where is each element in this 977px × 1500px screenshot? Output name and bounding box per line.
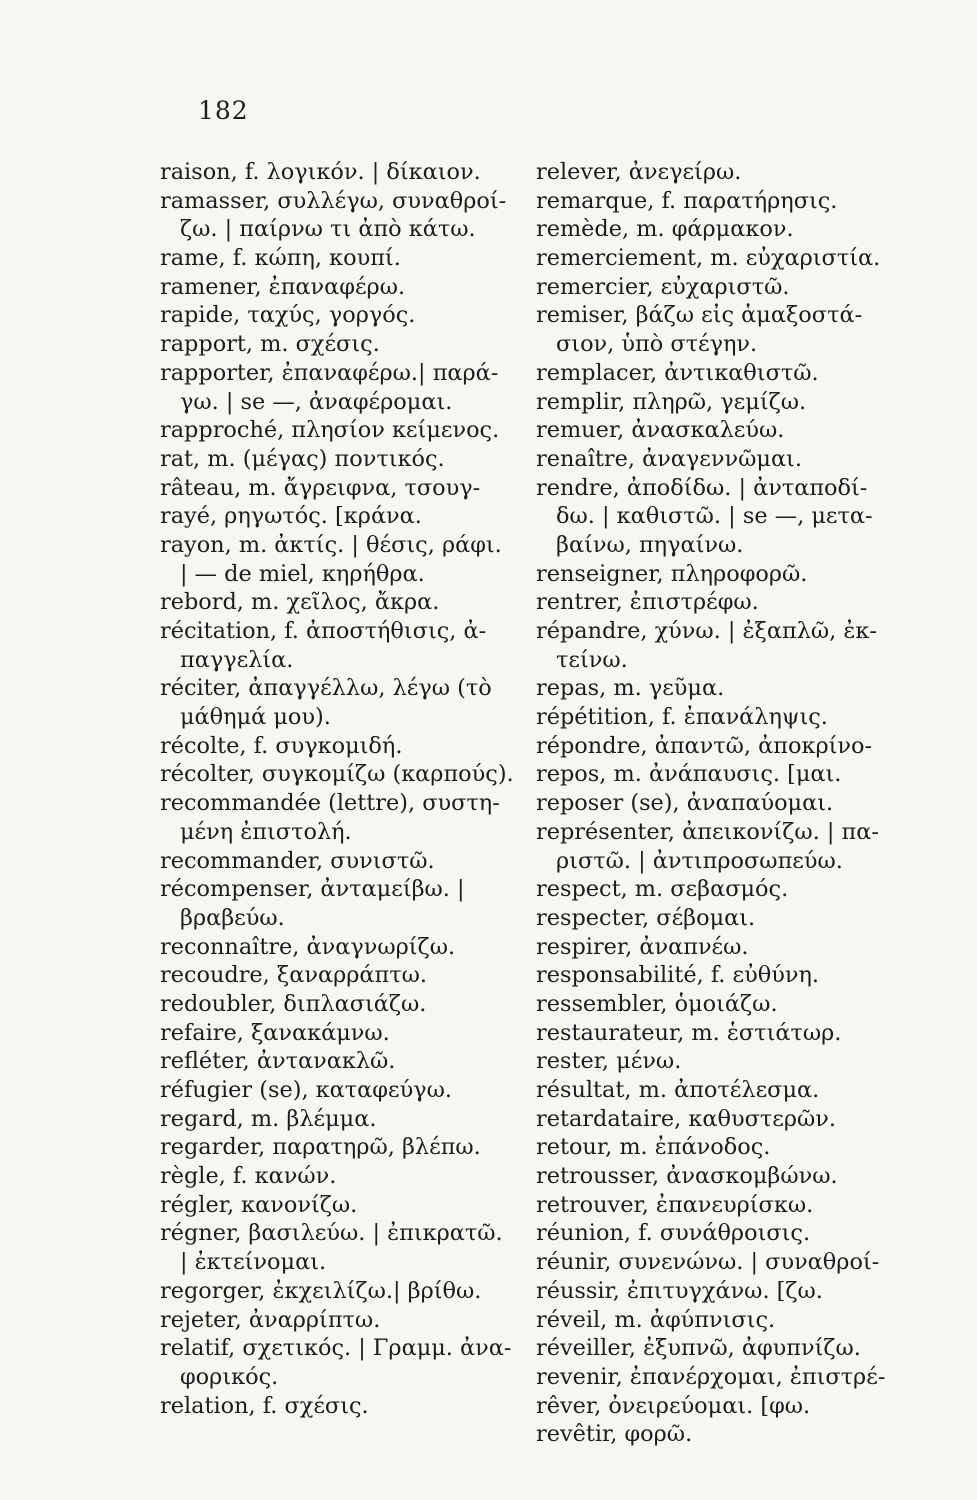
dictionary-entry-line: réfugier (se), καταφεύγω. bbox=[160, 1077, 452, 1103]
dictionary-entry-line: répondre, ἀπαντῶ, ἀποκρίνο- bbox=[536, 732, 873, 759]
dictionary-entry-line: rapporter, ἐπαναφέρω.| παρά- bbox=[160, 359, 499, 386]
dictionary-entry-line: remercier, εὐχαριστῶ. bbox=[536, 273, 790, 300]
right-column bbox=[536, 158, 916, 1449]
dictionary-entry-line: retour, m. ἐπάνοδος. bbox=[536, 1134, 771, 1161]
dictionary-entry-line: rendre, ἀποδίδω. | ἀνταποδί- bbox=[536, 474, 868, 501]
dictionary-entry-line: rebord, m. χεῖλος, ἄκρα. bbox=[160, 589, 440, 616]
dictionary-entry-line: rejeter, ἀναρρίπτω. bbox=[160, 1306, 381, 1333]
dictionary-entry-line: revêtir, φορῶ. bbox=[536, 1421, 693, 1448]
dictionary-entry-line: regard, m. βλέμμα. bbox=[160, 1105, 377, 1132]
dictionary-entry-line: reposer (se), ἀναπαύομαι. bbox=[536, 790, 834, 817]
dictionary-entry-line: recommander, συνιστῶ. bbox=[160, 847, 435, 874]
dictionary-entry-line: respirer, ἀναπνέω. bbox=[536, 933, 749, 960]
dictionary-entry-line: remède, m. φάρμακον. bbox=[536, 216, 794, 243]
dictionary-entry-line: refaire, ξανακάμνω. bbox=[160, 1019, 390, 1046]
dictionary-entry-line: ζω. | παίρνω τι ἀπὸ κάτω. bbox=[180, 216, 476, 243]
dictionary-entry-line: βαίνω, πηγαίνω. bbox=[556, 531, 744, 558]
dictionary-entry-line: remarque, f. παρατήρησις. bbox=[536, 187, 838, 214]
dictionary-entry-line: résultat, m. ἀποτέλεσμα. bbox=[536, 1077, 820, 1103]
dictionary-entry-line: revenir, ἐπανέρχομαι, ἐπιστρέ- bbox=[536, 1363, 886, 1390]
dictionary-entry-line: rentrer, ἐπιστρέφω. bbox=[536, 589, 759, 616]
dictionary-entry-line: répandre, χύνω. | ἐξαπλῶ, ἐκ- bbox=[536, 618, 877, 644]
dictionary-entry-line: répétition, f. ἐπανάληψις. bbox=[536, 704, 828, 731]
dictionary-entry-line: relatif, σχετικός. | Γραμμ. ἀνα- bbox=[160, 1335, 512, 1362]
dictionary-entry-line: récolte, f. συγκομιδή. bbox=[160, 732, 403, 759]
dictionary-entry-line: réunion, f. συνάθροισις. bbox=[536, 1220, 811, 1247]
dictionary-entry-line: remplacer, ἀντικαθιστῶ. bbox=[536, 359, 819, 386]
dictionary-entry-line: φορικός. bbox=[180, 1363, 279, 1390]
dictionary-entry-line: relever, ἀνεγείρω. bbox=[536, 159, 742, 185]
dictionary-entry-line: rat, m. (μέγας) ποντικός. bbox=[160, 445, 445, 472]
dictionary-entry-line: remerciement, m. εὐχαριστία. bbox=[536, 245, 881, 272]
dictionary-entry-line: réveil, m. ἀφύπνισις. bbox=[536, 1306, 776, 1333]
dictionary-entry-line: rapide, ταχύς, γοργός. bbox=[160, 302, 416, 329]
dictionary-entry-line: rayé, ρηγωτός. [κράνα. bbox=[160, 503, 422, 530]
dictionary-entry-line: réussir, ἐπιτυγχάνω. [ζω. bbox=[536, 1277, 823, 1304]
page-number: 182 bbox=[198, 96, 249, 125]
dictionary-entry-line: ramener, ἐπαναφέρω. bbox=[160, 273, 406, 300]
dictionary-entry-line: repas, m. γεῦμα. bbox=[536, 675, 725, 702]
dictionary-entry-line: récolter, συγκομίζω (καρπούς). bbox=[160, 761, 514, 788]
dictionary-entry-line: | — de miel, κηρήθρα. bbox=[180, 560, 425, 587]
dictionary-entry-line: régner, βασιλεύω. | ἐπικρατῶ. bbox=[160, 1220, 503, 1247]
dictionary-entry-line: remplir, πληρῶ, γεμίζω. bbox=[536, 388, 807, 415]
dictionary-entry-line: remiser, βάζω εἰς ἁμαξοστά- bbox=[536, 302, 863, 329]
dictionary-entry-line: μένη ἐπιστολή. bbox=[180, 818, 352, 845]
dictionary-entry-line: ressembler, ὁμοιάζω. bbox=[536, 990, 778, 1017]
dictionary-entry-line: réveiller, ἐξυπνῶ, ἀφυπνίζω. bbox=[536, 1335, 861, 1362]
dictionary-entry-line: réciter, ἀπαγγέλλω, λέγω (τὸ bbox=[160, 675, 492, 702]
dictionary-entry-line: γω. | se —, ἀναφέρομαι. bbox=[180, 388, 453, 415]
dictionary-entry-line: règle, f. κανών. bbox=[160, 1163, 337, 1190]
dictionary-entry-line: râteau, m. ἄγρειφνα, τσουγ- bbox=[160, 474, 481, 501]
dictionary-entry-line: réunir, συνενώνω. | συναθροί- bbox=[536, 1249, 880, 1276]
dictionary-entry-line: βραβεύω. bbox=[180, 904, 285, 931]
dictionary-entry-line: restaurateur, m. ἑστιάτωρ. bbox=[536, 1019, 842, 1046]
dictionary-entry-line: représenter, ἀπεικονίζω. | πα- bbox=[536, 818, 879, 845]
dictionary-entry-line: retrousser, ἀνασκομβώνω. bbox=[536, 1163, 838, 1190]
dictionary-entry-line: relation, f. σχέσις. bbox=[160, 1392, 369, 1419]
dictionary-entry-line: redoubler, διπλασιάζω. bbox=[160, 990, 427, 1017]
dictionary-entry-line: παγγελία. bbox=[180, 646, 294, 673]
dictionary-entry-line: μάθημά μου). bbox=[180, 704, 331, 731]
dictionary-entry-line: | ἐκτείνομαι. bbox=[180, 1249, 327, 1276]
dictionary-entry-line: récitation, f. ἀποστήθισις, ἀ- bbox=[160, 618, 487, 644]
dictionary-entry-line: retrouver, ἐπανευρίσκω. bbox=[536, 1191, 814, 1218]
dictionary-entry-line: regorger, ἐκχειλίζω.| βρίθω. bbox=[160, 1277, 482, 1304]
dictionary-entry-line: raison, f. λογικόν. | δίκαιον. bbox=[160, 159, 481, 185]
dictionary-entry-line: retardataire, καθυστερῶν. bbox=[536, 1105, 837, 1132]
dictionary-entry-line: renaître, ἀναγεννῶμαι. bbox=[536, 445, 802, 472]
dictionary-entry-line: recommandée (lettre), συστη- bbox=[160, 790, 500, 817]
dictionary-entry-line: τείνω. bbox=[556, 646, 628, 673]
dictionary-entry-line: rayon, m. ἀκτίς. | θέσις, ράφι. bbox=[160, 531, 502, 558]
dictionary-entry-line: regarder, παρατηρῶ, βλέπω. bbox=[160, 1134, 481, 1161]
dictionary-entry-line: récompenser, ἀνταμείβω. | bbox=[160, 876, 465, 903]
dictionary-entry-line: δω. | καθιστῶ. | se —, μετα- bbox=[556, 503, 873, 530]
dictionary-entry-line: responsabilité, f. εὐθύνη. bbox=[536, 962, 819, 989]
dictionary-entry-line: ριστῶ. | ἀντιπροσωπεύω. bbox=[556, 847, 843, 874]
dictionary-entry-line: rester, μένω. bbox=[536, 1048, 682, 1075]
dictionary-entry-line: respecter, σέβομαι. bbox=[536, 904, 756, 931]
dictionary-entry-line: rame, f. κώπη, κουπί. bbox=[160, 245, 401, 272]
dictionary-entry-line: ramasser, συλλέγω, συναθροί- bbox=[160, 187, 507, 214]
dictionary-entry-line: repos, m. ἀνάπαυσις. [μαι. bbox=[536, 761, 842, 788]
dictionary-entry-line: refléter, ἀντανακλῶ. bbox=[160, 1048, 396, 1075]
dictionary-entry-line: remuer, ἀνασκαλεύω. bbox=[536, 417, 785, 444]
dictionary-entry-line: reconnaître, ἀναγνωρίζω. bbox=[160, 933, 456, 960]
dictionary-entry-line: respect, m. σεβασμός. bbox=[536, 876, 789, 903]
dictionary-entry-line: rêver, ὀνειρεύομαι. [φω. bbox=[536, 1392, 811, 1419]
dictionary-entry-line: rapport, m. σχέσις. bbox=[160, 331, 380, 358]
dictionary-entry-line: renseigner, πληροφορῶ. bbox=[536, 560, 808, 587]
dictionary-entry-line: σιον, ὑπὸ στέγην. bbox=[556, 331, 758, 358]
dictionary-entry-line: rapproché, πλησίον κείμενος. bbox=[160, 417, 500, 444]
dictionary-entry-line: recoudre, ξαναρράπτω. bbox=[160, 962, 428, 989]
left-column bbox=[160, 158, 512, 1420]
dictionary-entry-line: régler, κανονίζω. bbox=[160, 1191, 358, 1218]
